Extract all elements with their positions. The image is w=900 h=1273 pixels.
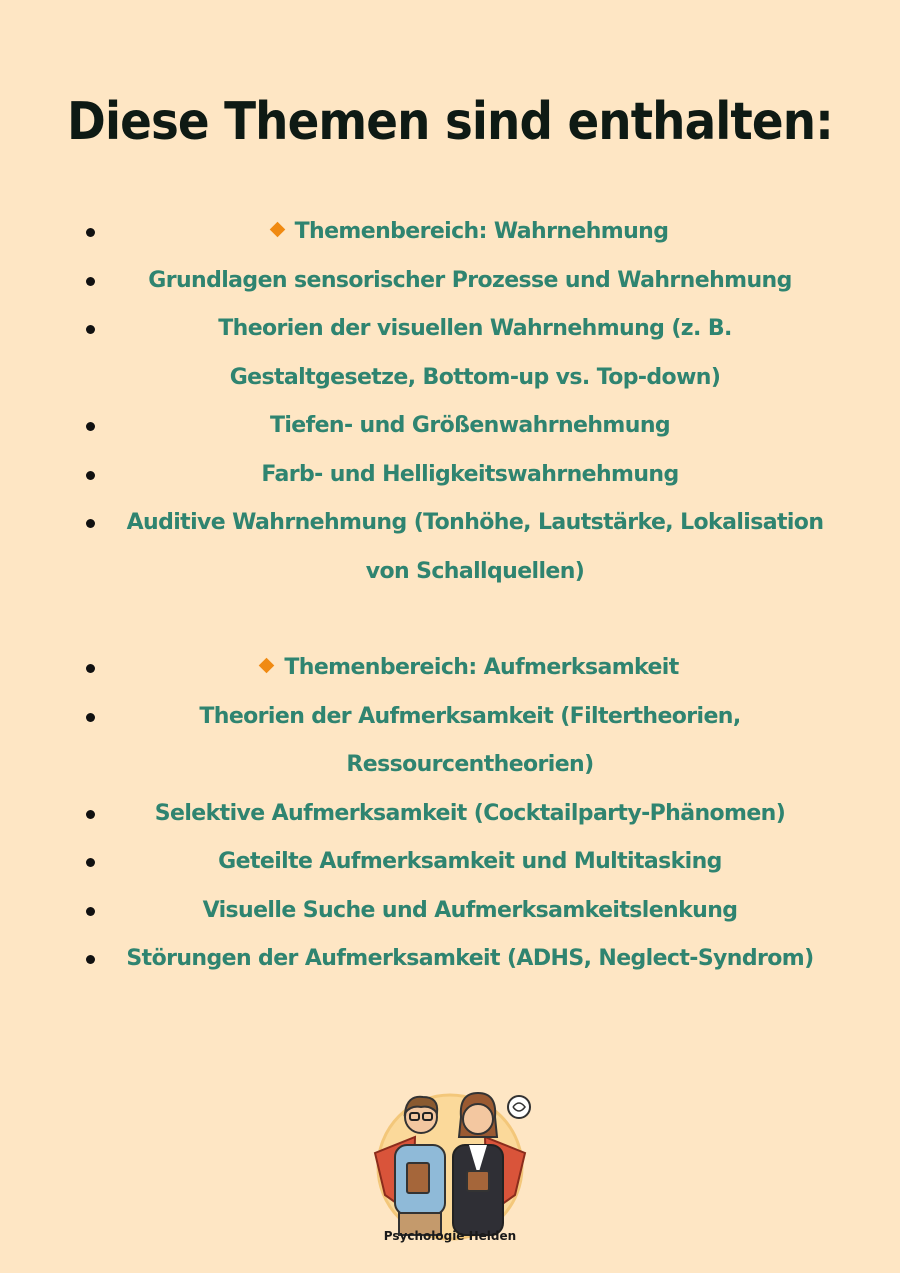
- bullet-icon: [86, 277, 95, 286]
- list-item-text: Störungen der Aufmerksamkeit (ADHS, Neglect-Syndrom): [126, 946, 814, 971]
- section-heading-text: Themenbereich: Aufmerksamkeit: [284, 655, 679, 680]
- page-title: Diese Themen sind enthalten:: [67, 92, 833, 152]
- list-item: [0, 935, 900, 984]
- bullet-icon: [86, 858, 95, 867]
- section-heading-aufmerksamkeit: [0, 644, 900, 693]
- bullet-icon: [86, 519, 95, 528]
- bullet-icon: [86, 664, 95, 673]
- bullet-icon: [86, 810, 95, 819]
- orange-diamond-icon: [259, 658, 275, 674]
- logo-caption: Psychologie Helden: [383, 1229, 517, 1243]
- list-item-text: Visuelle Suche und Aufmerksamkeitslenkung: [202, 897, 738, 923]
- list-item-text: Auditive Wahrnehmung (Tonhöhe, Lautstärke, Lokalisation von Schallquellen): [126, 510, 824, 584]
- list-item-text: Grundlagen sensorischer Prozesse und Wahrnehmung: [148, 267, 792, 293]
- list-item-text: Selektive Aufmerksamkeit (Cocktailparty-Phänomen): [154, 800, 786, 826]
- topic-list: [0, 208, 900, 984]
- bullet-icon: [86, 907, 95, 916]
- list-item: [0, 693, 900, 790]
- bullet-icon: [86, 325, 95, 334]
- list-item-text: Geteilte Aufmerksamkeit und Multitasking: [218, 849, 722, 874]
- list-item-text: Theorien der visuellen Wahrnehmung (z. B. Gestaltgesetze, Bottom-up vs. Top-down): [218, 316, 732, 390]
- list-item: [0, 451, 900, 500]
- list-item: [0, 887, 900, 936]
- bullet-icon: [86, 228, 95, 237]
- bullet-icon: [86, 713, 95, 722]
- list-item: [0, 257, 900, 306]
- list-item: [0, 838, 900, 887]
- list-item-text: Tiefen- und Größenwahrnehmung: [269, 413, 671, 438]
- bullet-icon: [86, 422, 95, 431]
- bullet-icon: [86, 471, 95, 480]
- section-spacer: [0, 596, 900, 644]
- section-heading-text: Themenbereich: Wahrnehmung: [294, 219, 669, 244]
- list-item: [0, 305, 900, 402]
- list-item: [0, 402, 900, 451]
- section-heading-wahrnehmung: [0, 208, 900, 257]
- list-item: [0, 499, 900, 596]
- bullet-icon: [86, 955, 95, 964]
- orange-diamond-icon: [269, 222, 285, 238]
- list-item-text: Farb- und Helligkeitswahrnehmung: [261, 461, 679, 487]
- list-item-text: Theorien der Aufmerksamkeit (Filtertheorien, Ressourcentheorien): [199, 703, 741, 777]
- list-item: [0, 790, 900, 839]
